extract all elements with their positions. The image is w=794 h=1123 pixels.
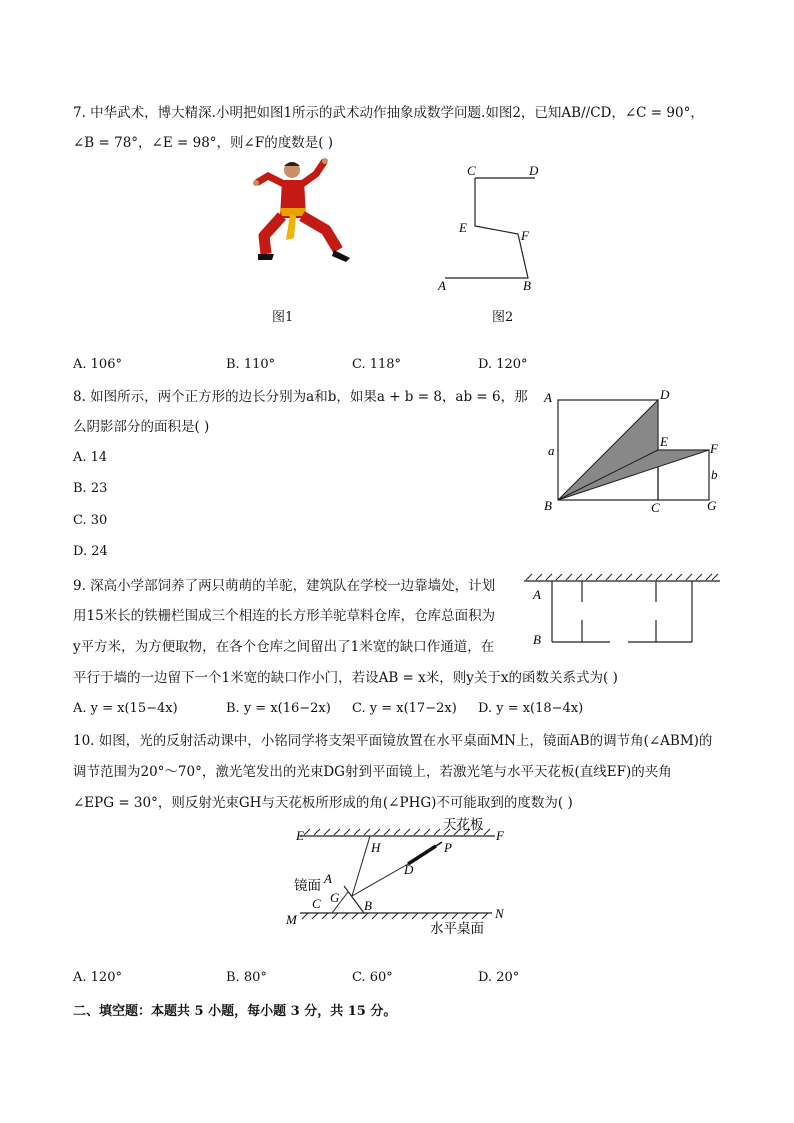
label-a: a — [548, 443, 555, 458]
mirror-label: 镜面 — [294, 878, 321, 893]
label-F: F — [496, 828, 504, 843]
q8-figure — [540, 388, 730, 516]
q9-figure — [522, 572, 722, 650]
q9-stem-line2: 用15米长的铁栅栏围成三个相连的长方形羊驼草料仓库，仓库总面积为 — [73, 608, 496, 624]
label-D: D — [529, 163, 539, 178]
q7-figure2 — [430, 158, 550, 298]
label-P: P — [444, 840, 452, 855]
q10-option-c[interactable]: C. 60° — [352, 970, 393, 985]
q7-option-c[interactable]: C. 118° — [352, 357, 402, 372]
q9-option-b[interactable]: B. y = x(16−2x) — [226, 701, 331, 716]
q10-option-b[interactable]: B. 80° — [226, 970, 267, 985]
label-H: H — [371, 840, 381, 855]
label-A: A — [438, 278, 446, 293]
q7-stem-line1: 7. 中华武术，博大精深.小明把如图1所示的武术动作抽象成数学问题.如图2，已知AB//CD，∠C = 90°， — [73, 105, 704, 121]
q10-stem-line2: 调节范围为20°～70°，激光笔发出的光束DG射到平面镜上，若激光笔与水平天花板(直线EF)的夹角 — [73, 764, 672, 780]
q7-stem-line2: ∠B = 78°，∠E = 98°，则∠F的度数是( ) — [73, 135, 334, 151]
q10-option-d[interactable]: D. 20° — [478, 970, 520, 985]
label-C: C — [651, 500, 660, 515]
label-E: E — [459, 220, 467, 235]
q8-option-a[interactable]: A. 14 — [73, 450, 108, 465]
label-F: F — [710, 441, 718, 456]
label-G: G — [707, 498, 717, 513]
label-E: E — [660, 434, 668, 449]
q9-stem-line1: 9. 深高小学部饲养了两只萌萌的羊驼，建筑队在学校一边靠墙处，计划 — [73, 578, 496, 594]
martial-artist-image — [250, 158, 360, 268]
section-heading-fill-in: 二、填空题：本题共 5 小题，每小题 3 分，共 15 分。 — [73, 1004, 397, 1019]
label-B: B — [544, 498, 552, 513]
label-B: B — [533, 632, 541, 647]
label-N: N — [495, 906, 504, 921]
q8-option-b[interactable]: B. 23 — [73, 481, 108, 496]
q10-figure — [280, 812, 510, 940]
q8-stem-line1: 8. 如图所示，两个正方形的边长分别为a和b，如果a + b = 8，ab = 6，那 — [73, 389, 528, 405]
label-A: A — [544, 390, 552, 405]
q8-option-d[interactable]: D. 24 — [73, 544, 108, 559]
q10-stem-line3: ∠EPG = 30°，则反射光束GH与天花板所形成的角(∠PHG)不可能取到的度数为( ) — [73, 795, 573, 811]
q8-stem-line2: 么阴影部分的面积是( ) — [73, 419, 210, 435]
fig2-caption: 图2 — [492, 310, 514, 325]
label-D: D — [660, 388, 670, 402]
desk-label: 水平桌面 — [430, 921, 484, 936]
label-D: D — [404, 862, 414, 877]
fig1-caption: 图1 — [272, 310, 294, 325]
q7-option-b[interactable]: B. 110° — [226, 357, 276, 372]
q10-stem-line1: 10. 如图，光的反射活动课中，小铭同学将支架平面镜放置在水平桌面MN上，镜面AB的调节角(∠ABM)的 — [73, 733, 713, 749]
label-B: B — [364, 898, 372, 913]
label-M: M — [286, 912, 297, 927]
label-C: C — [467, 163, 476, 178]
q10-option-a[interactable]: A. 120° — [73, 970, 122, 985]
q7-option-d[interactable]: D. 120° — [478, 357, 528, 372]
label-G: G — [330, 890, 340, 905]
q7-option-a[interactable]: A. 106° — [73, 357, 122, 372]
label-F: F — [521, 228, 529, 243]
label-A: A — [533, 587, 541, 602]
label-A: A — [324, 871, 332, 886]
q9-stem-line4: 平行于墙的一边留下一个1米宽的缺口作小门，若设AB = x米，则y关于x的函数关系式为( ) — [73, 670, 618, 686]
label-b: b — [711, 467, 718, 482]
q9-option-a[interactable]: A. y = x(15−4x) — [73, 701, 178, 716]
label-C: C — [312, 896, 321, 911]
q9-option-d[interactable]: D. y = x(18−4x) — [478, 701, 584, 716]
ceiling-label: 天花板 — [443, 817, 484, 832]
q9-stem-line3: y平方米，为方便取物，在各个仓库之间留出了1米宽的缺口作通道，在 — [73, 639, 495, 655]
q9-option-c[interactable]: C. y = x(17−2x) — [352, 701, 457, 716]
q8-option-c[interactable]: C. 30 — [73, 513, 108, 528]
label-E: E — [296, 828, 304, 843]
label-B: B — [523, 278, 531, 293]
